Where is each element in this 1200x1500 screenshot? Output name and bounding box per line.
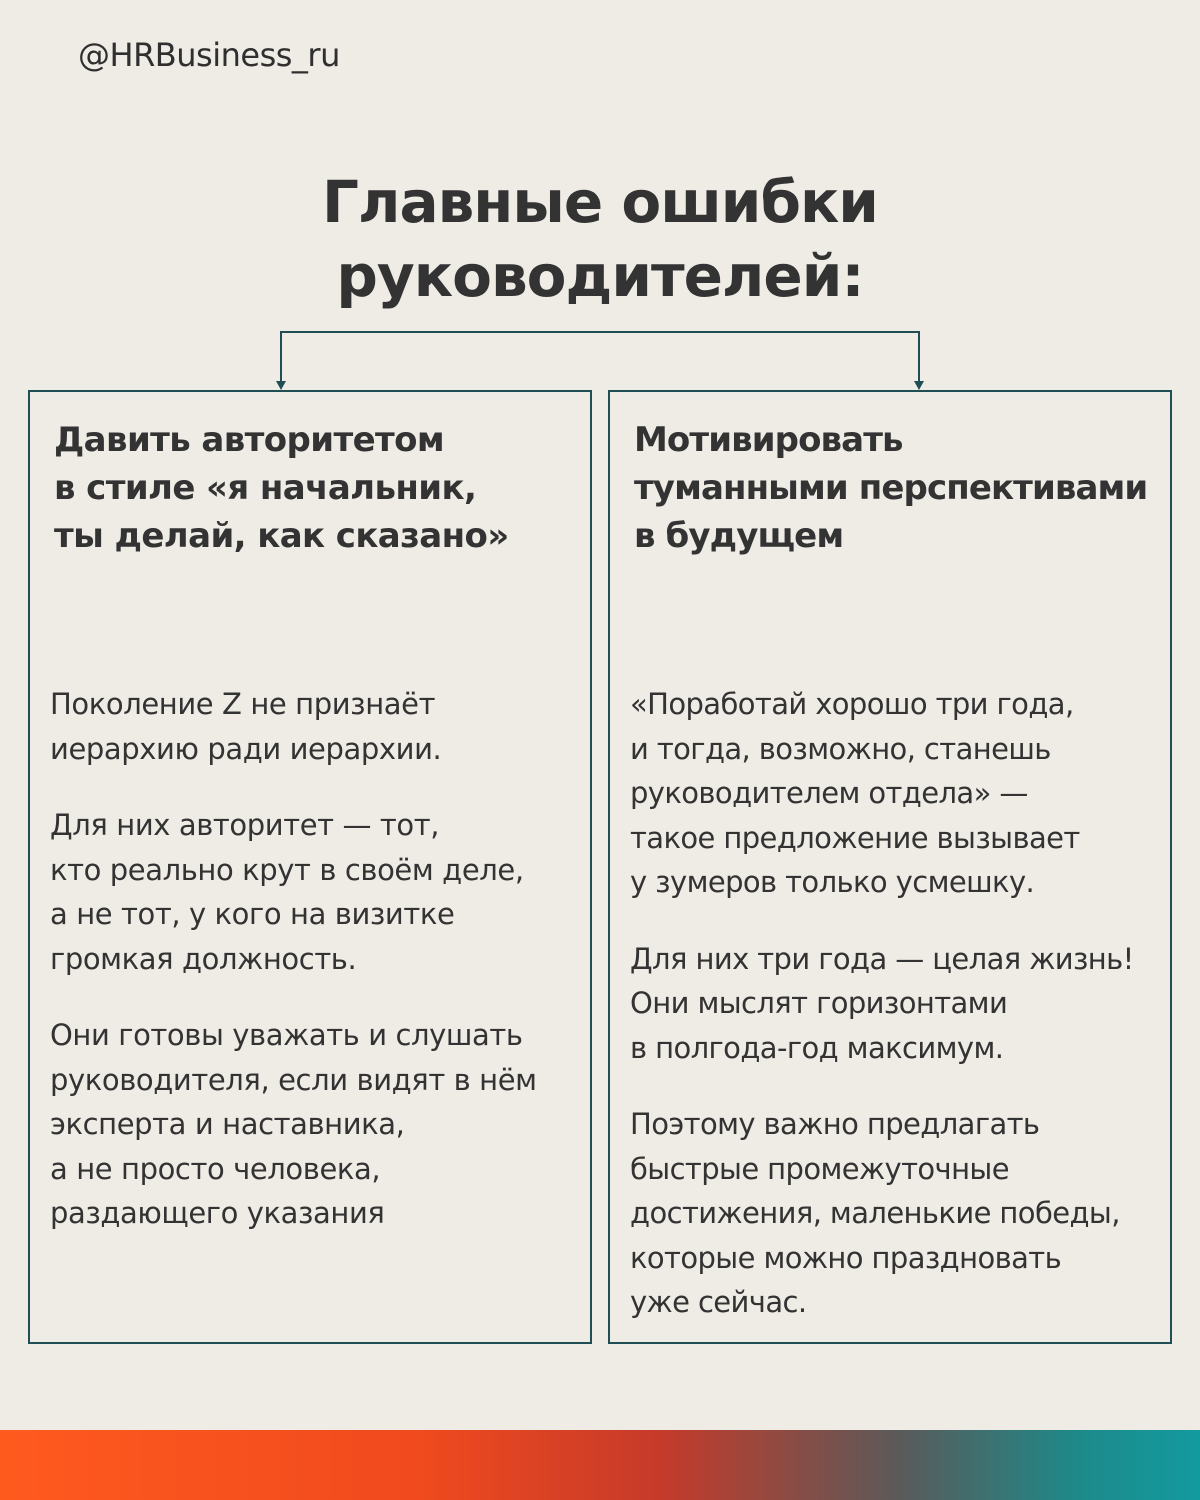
text-line: громкая должность. bbox=[50, 941, 357, 976]
text-line: Они готовы уважать и слушать bbox=[50, 1018, 523, 1052]
card-heading bbox=[54, 416, 580, 560]
branch-connector bbox=[0, 0, 1200, 400]
title-line-1: Главные ошибки bbox=[322, 168, 878, 236]
text-line: Поколение Z не признаёт bbox=[50, 687, 436, 721]
text-line: уже сейчас. bbox=[630, 1285, 807, 1319]
card-heading bbox=[634, 416, 1166, 560]
paragraph bbox=[630, 937, 1164, 1071]
heading-line: в стиле «я начальник, bbox=[54, 468, 477, 508]
heading-line: в будущем bbox=[634, 516, 844, 556]
mistake-card-authority bbox=[28, 390, 592, 1344]
text-line: у зумеров только усмешку. bbox=[630, 865, 1035, 899]
text-line: быстрые промежуточные bbox=[630, 1151, 1009, 1186]
heading-line: Мотивировать bbox=[634, 420, 903, 460]
heading-line: ты делай, как сказано» bbox=[54, 516, 509, 556]
card-body bbox=[50, 682, 584, 1268]
paragraph bbox=[630, 682, 1164, 905]
text-line: руководителя, если видят в нём bbox=[50, 1062, 537, 1097]
arrow-right-icon bbox=[914, 381, 924, 390]
paragraph bbox=[50, 1013, 584, 1236]
text-line: Поэтому важно предлагать bbox=[630, 1107, 1040, 1141]
text-line: «Поработай хорошо три года, bbox=[630, 687, 1074, 721]
gradient-footer-bar bbox=[0, 1430, 1200, 1500]
text-line: которые можно праздновать bbox=[630, 1240, 1062, 1275]
paragraph bbox=[50, 682, 584, 771]
text-line: Для них авторитет — тот, bbox=[50, 808, 440, 842]
heading-line: Давить авторитетом bbox=[54, 420, 445, 460]
text-line: и тогда, возможно, станешь bbox=[630, 731, 1051, 766]
text-line: эксперта и наставника, bbox=[50, 1107, 405, 1141]
arrow-left-icon bbox=[276, 381, 286, 390]
paragraph bbox=[50, 803, 584, 981]
text-line: а не просто человека, bbox=[50, 1151, 381, 1186]
account-handle: @HRBusiness_ru bbox=[78, 36, 340, 74]
heading-line: туманными перспективами bbox=[634, 468, 1148, 508]
text-line: кто реально крут в своём деле, bbox=[50, 852, 524, 887]
mistake-card-vague-prospects bbox=[608, 390, 1172, 1344]
text-line: в полгода-год максимум. bbox=[630, 1030, 1004, 1065]
text-line: такое предложение вызывает bbox=[630, 820, 1080, 855]
text-line: а не тот, у кого на визитке bbox=[50, 897, 455, 931]
text-line: руководителем отдела» — bbox=[630, 776, 1028, 810]
text-line: иерархию ради иерархии. bbox=[50, 731, 442, 766]
paragraph bbox=[630, 1102, 1164, 1325]
text-line: раздающего указания bbox=[50, 1196, 385, 1230]
text-line: достижения, маленькие победы, bbox=[630, 1196, 1120, 1230]
card-body bbox=[630, 682, 1164, 1357]
text-line: Для них три года — целая жизнь! bbox=[630, 941, 1134, 976]
text-line: Они мыслят горизонтами bbox=[630, 986, 1008, 1020]
title-line-2: руководителей: bbox=[336, 242, 864, 310]
